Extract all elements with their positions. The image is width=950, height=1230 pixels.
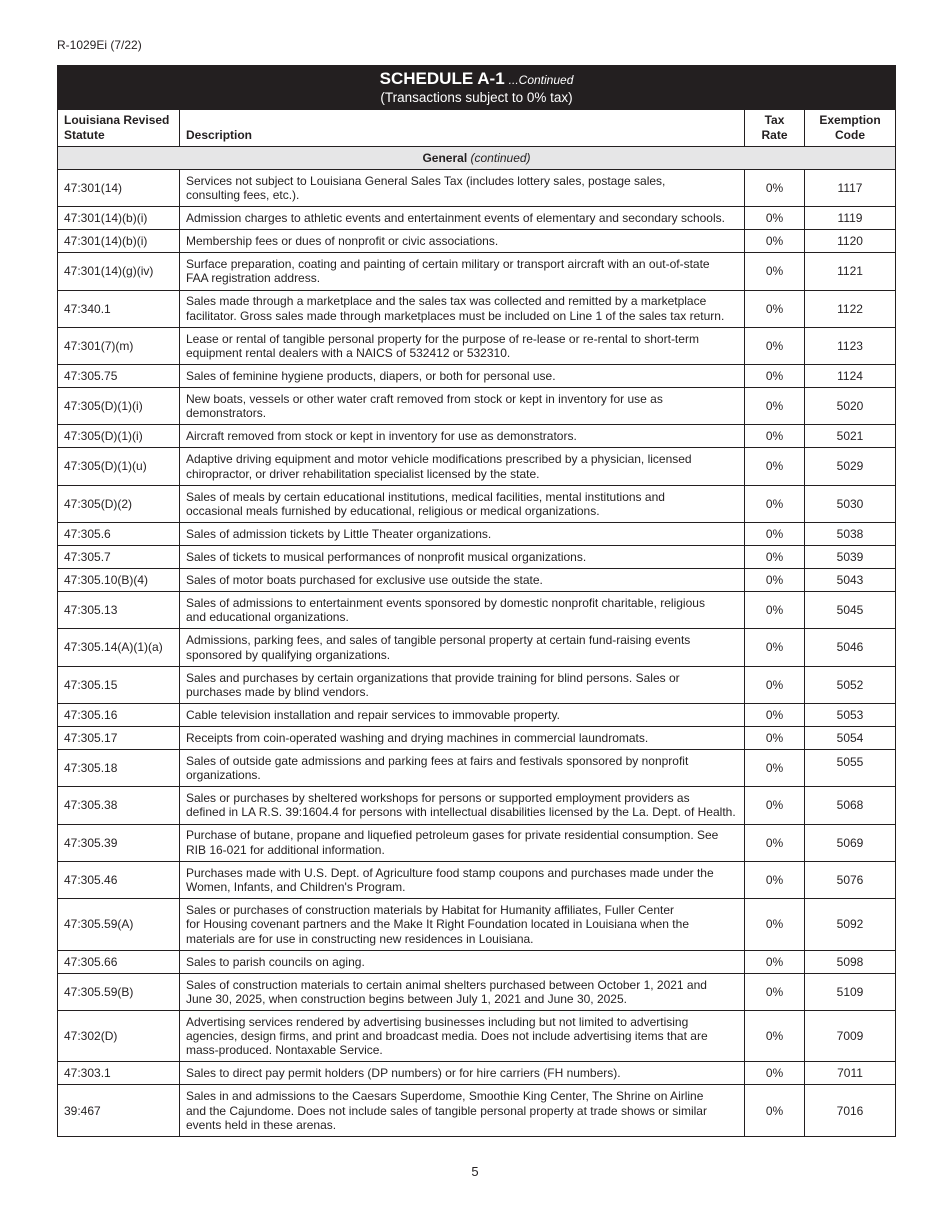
- schedule-header: [58, 66, 896, 110]
- exemption-code-cell: 5046: [805, 629, 896, 666]
- schedule-title-line: [58, 69, 895, 90]
- statute-cell: 39:467: [58, 1085, 180, 1137]
- table-row: [58, 170, 896, 207]
- description-cell: New boats, vessels or other water craft removed from stock or kept in inventory for use as demonstrators.: [180, 388, 745, 425]
- statute-cell: 47:305.15: [58, 666, 180, 703]
- schedule-header-bar: [58, 66, 896, 110]
- table-row: [58, 485, 896, 522]
- tax-rate-cell: 0%: [745, 546, 805, 569]
- table-row: [58, 824, 896, 861]
- tax-rate-cell: 0%: [745, 950, 805, 973]
- section-row: [58, 147, 896, 170]
- table-row: [58, 327, 896, 364]
- page-number: 5: [471, 1164, 479, 1179]
- tax-rate-cell: 0%: [745, 749, 805, 786]
- section-heading: [58, 147, 896, 170]
- statute-cell: 47:305.16: [58, 703, 180, 726]
- table-row: [58, 726, 896, 749]
- tax-rate-cell: 0%: [745, 388, 805, 425]
- exemption-code-cell: 7016: [805, 1085, 896, 1137]
- statute-cell: 47:305(D)(2): [58, 485, 180, 522]
- table-row: [58, 230, 896, 253]
- description-cell: Sales or purchases by sheltered workshops for persons or supported employment providers as defined in LA R.S. 39:1604.4 for persons with intellectual disabilities licensed by the La. Dept. of Health.: [180, 787, 745, 824]
- table-row: [58, 861, 896, 898]
- tax-rate-cell: 0%: [745, 569, 805, 592]
- statute-cell: 47:305.17: [58, 726, 180, 749]
- table-row: [58, 666, 896, 703]
- description-cell: Cable television installation and repair services to immovable property.: [180, 703, 745, 726]
- description-cell: Lease or rental of tangible personal property for the purpose of re-lease or re-rental to short-term equipment rental dealers with a NAICS of 532412 or 532310.: [180, 327, 745, 364]
- description-cell: Adaptive driving equipment and motor vehicle modifications prescribed by a physician, licensed chiropractor, or driver rehabilitation specialist licensed by the state.: [180, 448, 745, 485]
- statute-cell: 47:340.1: [58, 290, 180, 327]
- tax-rate-cell: 0%: [745, 726, 805, 749]
- description-cell: Sales made through a marketplace and the sales tax was collected and remitted by a marketplace facilitator. Gross sales made through marketplaces must be included on Line 1 of the sales tax return.: [180, 290, 745, 327]
- exemption-code-cell: 5053: [805, 703, 896, 726]
- description-cell: Surface preparation, coating and painting of certain military or transport aircraft with an out-of-state FAA registration address.: [180, 253, 745, 290]
- description-cell: Purchase of butane, propane and liquefied petroleum gases for private residential consumption. See RIB 16-021 for additional information.: [180, 824, 745, 861]
- table-row: [58, 1062, 896, 1085]
- tax-rate-cell: 0%: [745, 425, 805, 448]
- section-note: (continued): [470, 150, 531, 165]
- tax-rate-cell: 0%: [745, 253, 805, 290]
- exemption-code-cell: 5045: [805, 592, 896, 629]
- exemption-code-cell: 1123: [805, 327, 896, 364]
- exemption-code-cell: 5109: [805, 973, 896, 1010]
- statute-cell: 47:302(D): [58, 1010, 180, 1062]
- tax-rate-cell: 0%: [745, 1062, 805, 1085]
- statute-cell: 47:305(D)(1)(i): [58, 388, 180, 425]
- table-row: [58, 448, 896, 485]
- exemption-code-cell: 5021: [805, 425, 896, 448]
- statute-cell: 47:301(7)(m): [58, 327, 180, 364]
- exemption-code-cell: 5076: [805, 861, 896, 898]
- statute-cell: 47:301(14)(g)(iv): [58, 253, 180, 290]
- table-row: [58, 1010, 896, 1062]
- statute-cell: 47:301(14): [58, 170, 180, 207]
- section-name: General: [422, 150, 468, 165]
- table-row: [58, 592, 896, 629]
- tax-rate-cell: 0%: [745, 1010, 805, 1062]
- tax-rate-cell: 0%: [745, 207, 805, 230]
- table-row: [58, 749, 896, 786]
- table-row: [58, 365, 896, 388]
- tax-rate-cell: 0%: [745, 973, 805, 1010]
- tax-rate-cell: 0%: [745, 170, 805, 207]
- statute-cell: 47:305.66: [58, 950, 180, 973]
- tax-rate-cell: 0%: [745, 290, 805, 327]
- description-cell: Sales of admission tickets by Little Theater organizations.: [180, 523, 745, 546]
- exemption-code-cell: 5069: [805, 824, 896, 861]
- description-cell: Advertising services rendered by advertising businesses including but not limited to advertising agencies, design firms, and print and broadcast media. Does not include advertising items that are mass-produced. Nontaxable Service.: [180, 1010, 745, 1062]
- statute-cell: 47:305.13: [58, 592, 180, 629]
- table-row: [58, 899, 896, 951]
- tax-rate-cell: 0%: [745, 629, 805, 666]
- description-cell: Admission charges to athletic events and entertainment events of elementary and secondary schools.: [180, 207, 745, 230]
- statute-cell: 47:305.59(B): [58, 973, 180, 1010]
- description-cell: Sales of meals by certain educational institutions, medical facilities, mental institutions and occasional meals furnished by educational, religious or medical organizations.: [180, 485, 745, 522]
- statute-cell: 47:305.7: [58, 546, 180, 569]
- exemption-code-cell: 5098: [805, 950, 896, 973]
- description-cell: Sales of admissions to entertainment events sponsored by domestic nonprofit charitable, religious and educational organizations.: [180, 592, 745, 629]
- description-cell: Sales of motor boats purchased for exclusive use outside the state.: [180, 569, 745, 592]
- tax-rate-cell: 0%: [745, 592, 805, 629]
- tax-rate-cell: 0%: [745, 448, 805, 485]
- table-row: [58, 629, 896, 666]
- exemption-code-cell: 7011: [805, 1062, 896, 1085]
- tax-rate-cell: 0%: [745, 787, 805, 824]
- tax-rate-cell: 0%: [745, 365, 805, 388]
- exemption-code-cell: 1124: [805, 365, 896, 388]
- tax-rate-cell: 0%: [745, 523, 805, 546]
- exemption-code-cell: 1121: [805, 253, 896, 290]
- table-row: [58, 973, 896, 1010]
- table-row: [58, 523, 896, 546]
- statute-cell: 47:305.14(A)(1)(a): [58, 629, 180, 666]
- tax-rate-cell: 0%: [745, 327, 805, 364]
- form-id: R-1029Ei (7/22): [57, 38, 142, 52]
- schedule-table: [57, 65, 896, 1137]
- table-row: [58, 290, 896, 327]
- description-cell: Membership fees or dues of nonprofit or civic associations.: [180, 230, 745, 253]
- description-cell: Sales in and admissions to the Caesars Superdome, Smoothie King Center, The Shrine on Airline and the Cajundome. Does not include sales of tangible personal property at trade shows or similar events held in these arenas.: [180, 1085, 745, 1137]
- exemption-code-cell: 5043: [805, 569, 896, 592]
- statute-cell: 47:303.1: [58, 1062, 180, 1085]
- schedule-continued: ...Continued: [508, 73, 574, 87]
- exemption-code-cell: 5092: [805, 899, 896, 951]
- column-header-exemption-code: Exemption Code: [805, 110, 896, 147]
- exemption-code-cell: 5020: [805, 388, 896, 425]
- tax-rate-cell: 0%: [745, 861, 805, 898]
- tax-rate-cell: 0%: [745, 230, 805, 253]
- exemption-code-cell: 5052: [805, 666, 896, 703]
- description-cell: Receipts from coin-operated washing and drying machines in commercial laundromats.: [180, 726, 745, 749]
- exemption-code-cell: 7009: [805, 1010, 896, 1062]
- statute-cell: 47:305.6: [58, 523, 180, 546]
- table-row: [58, 388, 896, 425]
- description-cell: Services not subject to Louisiana General Sales Tax (includes lottery sales, postage sales, consulting fees, etc.).: [180, 170, 745, 207]
- exemption-code-cell: 5029: [805, 448, 896, 485]
- table-row: [58, 950, 896, 973]
- tax-rate-cell: 0%: [745, 899, 805, 951]
- statute-cell: 47:305(D)(1)(i): [58, 425, 180, 448]
- table-row: [58, 253, 896, 290]
- schedule-subtitle: (Transactions subject to 0% tax): [380, 90, 573, 105]
- exemption-code-cell: 5039: [805, 546, 896, 569]
- column-header-statute: Louisiana Revised Statute: [58, 110, 180, 147]
- exemption-code-cell: 5068: [805, 787, 896, 824]
- table-row: [58, 703, 896, 726]
- column-header-description: Description: [180, 110, 745, 147]
- statute-cell: 47:305.46: [58, 861, 180, 898]
- column-header-row: [58, 110, 896, 147]
- statute-cell: 47:305.10(B)(4): [58, 569, 180, 592]
- tax-rate-cell: 0%: [745, 703, 805, 726]
- exemption-code-cell: 1122: [805, 290, 896, 327]
- statute-cell: 47:305.38: [58, 787, 180, 824]
- description-cell: Sales and purchases by certain organizations that provide training for blind persons. Sales or purchases made by blind vendors.: [180, 666, 745, 703]
- statute-cell: 47:305.39: [58, 824, 180, 861]
- description-cell: Sales or purchases of construction materials by Habitat for Humanity affiliates, Fuller Center for Housing covenant partners and the Make It Right Foundation located in Louisiana when the materials are for use in constructing new residences in Louisiana.: [180, 899, 745, 951]
- table-row: [58, 787, 896, 824]
- exemption-code-cell: 1117: [805, 170, 896, 207]
- table-row: [58, 546, 896, 569]
- description-cell: Sales of tickets to musical performances of nonprofit musical organizations.: [180, 546, 745, 569]
- exemption-code-cell: 5030: [805, 485, 896, 522]
- tax-rate-cell: 0%: [745, 666, 805, 703]
- exemption-code-cell: 1119: [805, 207, 896, 230]
- description-cell: Sales of outside gate admissions and parking fees at fairs and festivals sponsored by nonprofit organizations.: [180, 749, 745, 786]
- description-cell: Sales of feminine hygiene products, diapers, or both for personal use.: [180, 365, 745, 388]
- exemption-code-cell: 5038: [805, 523, 896, 546]
- description-cell: Aircraft removed from stock or kept in inventory for use as demonstrators.: [180, 425, 745, 448]
- statute-cell: 47:305(D)(1)(u): [58, 448, 180, 485]
- description-cell: Sales to parish councils on aging.: [180, 950, 745, 973]
- table-row: [58, 207, 896, 230]
- table-row: [58, 1085, 896, 1137]
- description-cell: Admissions, parking fees, and sales of tangible personal property at certain fund-raising events sponsored by qualifying organizations.: [180, 629, 745, 666]
- tax-rate-cell: 0%: [745, 485, 805, 522]
- exemption-code-cell: 5054: [805, 726, 896, 749]
- statute-cell: 47:301(14)(b)(i): [58, 230, 180, 253]
- description-cell: Purchases made with U.S. Dept. of Agriculture food stamp coupons and purchases made under the Women, Infants, and Children's Program.: [180, 861, 745, 898]
- tax-rate-cell: 0%: [745, 1085, 805, 1137]
- statute-cell: 47:301(14)(b)(i): [58, 207, 180, 230]
- table-row: [58, 569, 896, 592]
- description-cell: Sales to direct pay permit holders (DP numbers) or for hire carriers (FH numbers).: [180, 1062, 745, 1085]
- exemption-code-cell: 1120: [805, 230, 896, 253]
- statute-cell: 47:305.18: [58, 749, 180, 786]
- statute-cell: 47:305.75: [58, 365, 180, 388]
- tax-rate-cell: 0%: [745, 824, 805, 861]
- schedule-title: SCHEDULE A-1: [379, 69, 505, 88]
- table-row: [58, 425, 896, 448]
- exemption-code-cell: 5055: [805, 749, 896, 786]
- column-header-tax-rate: Tax Rate: [745, 110, 805, 147]
- statute-cell: 47:305.59(A): [58, 899, 180, 951]
- description-cell: Sales of construction materials to certain animal shelters purchased between October 1, 2021 and June 30, 2025, when construction begins between July 1, 2021 and June 30, 2025.: [180, 973, 745, 1010]
